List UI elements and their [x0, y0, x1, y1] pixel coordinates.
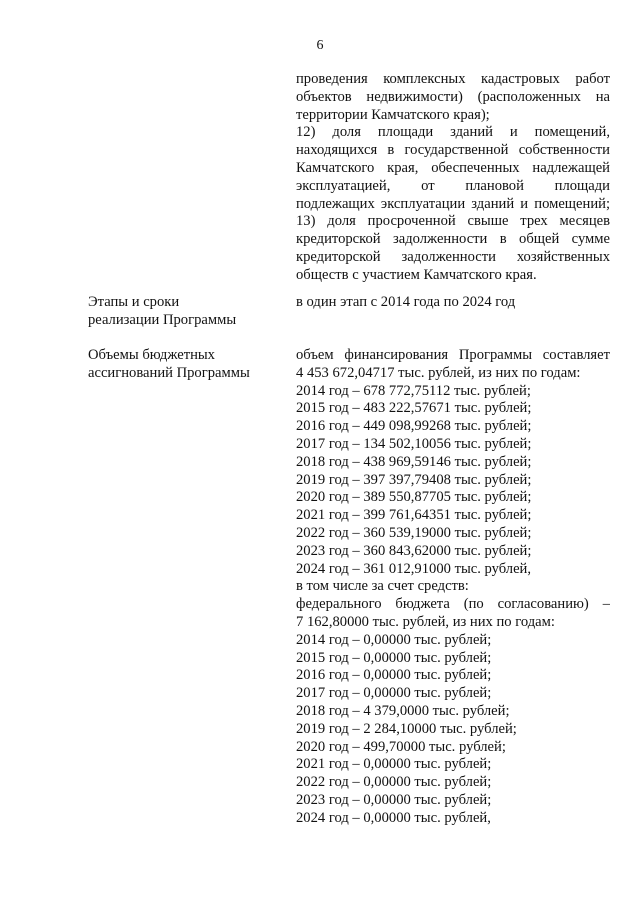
indicator-line: 12) доля площади зданий и помещений, [296, 124, 610, 141]
federal-year-line: 2016 год – 0,00000 тыс. рублей; [296, 667, 492, 684]
indicator-line: кредиторской задолженности в общей сумме [296, 231, 610, 248]
indicator-line: обществ с участием Камчатского края. [296, 266, 537, 283]
including-line: в том числе за счет средств: [296, 578, 469, 595]
federal-year-line: 2020 год – 499,70000 тыс. рублей; [296, 738, 506, 755]
federal-budget-line: 7 162,80000 тыс. рублей, из них по годам: [296, 613, 555, 630]
total-year-line: 2023 год – 360 843,62000 тыс. рублей; [296, 542, 532, 559]
federal-year-line: 2018 год – 4 379,0000 тыс. рублей; [296, 702, 510, 719]
indicator-line: эксплуатацией, от плановой площади [296, 177, 610, 194]
federal-year-line: 2021 год – 0,00000 тыс. рублей; [296, 756, 492, 773]
total-year-line: 2014 год – 678 772,75112 тыс. рублей; [296, 382, 531, 399]
total-year-line: 2018 год – 438 969,59146 тыс. рублей; [296, 453, 532, 470]
total-year-line: 2017 год – 134 502,10056 тыс. рублей; [296, 435, 532, 452]
indicator-line: территории Камчатского края); [296, 106, 490, 123]
indicators-continued-block [296, 71, 610, 285]
federal-budget-line: федерального бюджета (по согласованию) – [296, 596, 610, 613]
stages-label [88, 294, 278, 330]
funding-value [296, 347, 610, 828]
funding-label-line: ассигнований Программы [88, 364, 250, 381]
total-year-line: 2022 год – 360 539,19000 тыс. рублей; [296, 524, 532, 541]
indicator-line: 13) доля просроченной свыше трех месяцев [296, 213, 610, 230]
indicator-line: кредиторской задолженности хозяйственных [296, 248, 610, 265]
federal-year-line: 2019 год – 2 284,10000 тыс. рублей; [296, 720, 517, 737]
total-year-line: 2019 год – 397 397,79408 тыс. рублей; [296, 471, 532, 488]
funding-label-line: Объемы бюджетных [88, 347, 215, 363]
total-year-line: 2020 год – 389 550,87705 тыс. рублей; [296, 489, 532, 506]
federal-year-line: 2017 год – 0,00000 тыс. рублей; [296, 685, 492, 702]
federal-year-line: 2023 год – 0,00000 тыс. рублей; [296, 791, 492, 808]
indicator-line: находящихся в государственной собственности [296, 142, 610, 159]
indicator-line: проведения комплексных кадастровых работ [296, 71, 610, 87]
indicator-line: Камчатского края, обеспеченных надлежащей [296, 159, 610, 176]
stages-value [296, 294, 610, 312]
funding-intro-line: 4 453 672,04717 тыс. рублей, из них по годам: [296, 364, 581, 381]
federal-year-line: 2022 год – 0,00000 тыс. рублей; [296, 774, 492, 791]
stages-label-line: реализации Программы [88, 311, 237, 328]
total-year-line: 2016 год – 449 098,99268 тыс. рублей; [296, 418, 532, 435]
federal-year-line: 2015 год – 0,00000 тыс. рублей; [296, 649, 492, 666]
page-number: 6 [316, 38, 324, 53]
stages-label-line: Этапы и сроки [88, 294, 180, 310]
stages-value-line: в один этап с 2014 года по 2024 год [296, 294, 516, 310]
federal-year-line: 2024 год – 0,00000 тыс. рублей, [296, 809, 491, 826]
total-year-line: 2021 год – 399 761,64351 тыс. рублей; [296, 507, 532, 524]
total-year-line: 2015 год – 483 222,57671 тыс. рублей; [296, 400, 532, 417]
funding-intro-line: объем финансирования Программы составляет [296, 347, 610, 363]
indicator-line: подлежащих эксплуатации зданий и помещений; [296, 195, 610, 212]
indicator-line: объектов недвижимости) (расположенных на [296, 88, 610, 105]
total-year-line: 2024 год – 361 012,91000 тыс. рублей, [296, 560, 532, 577]
federal-year-line: 2014 год – 0,00000 тыс. рублей; [296, 631, 492, 648]
funding-label [88, 347, 278, 383]
